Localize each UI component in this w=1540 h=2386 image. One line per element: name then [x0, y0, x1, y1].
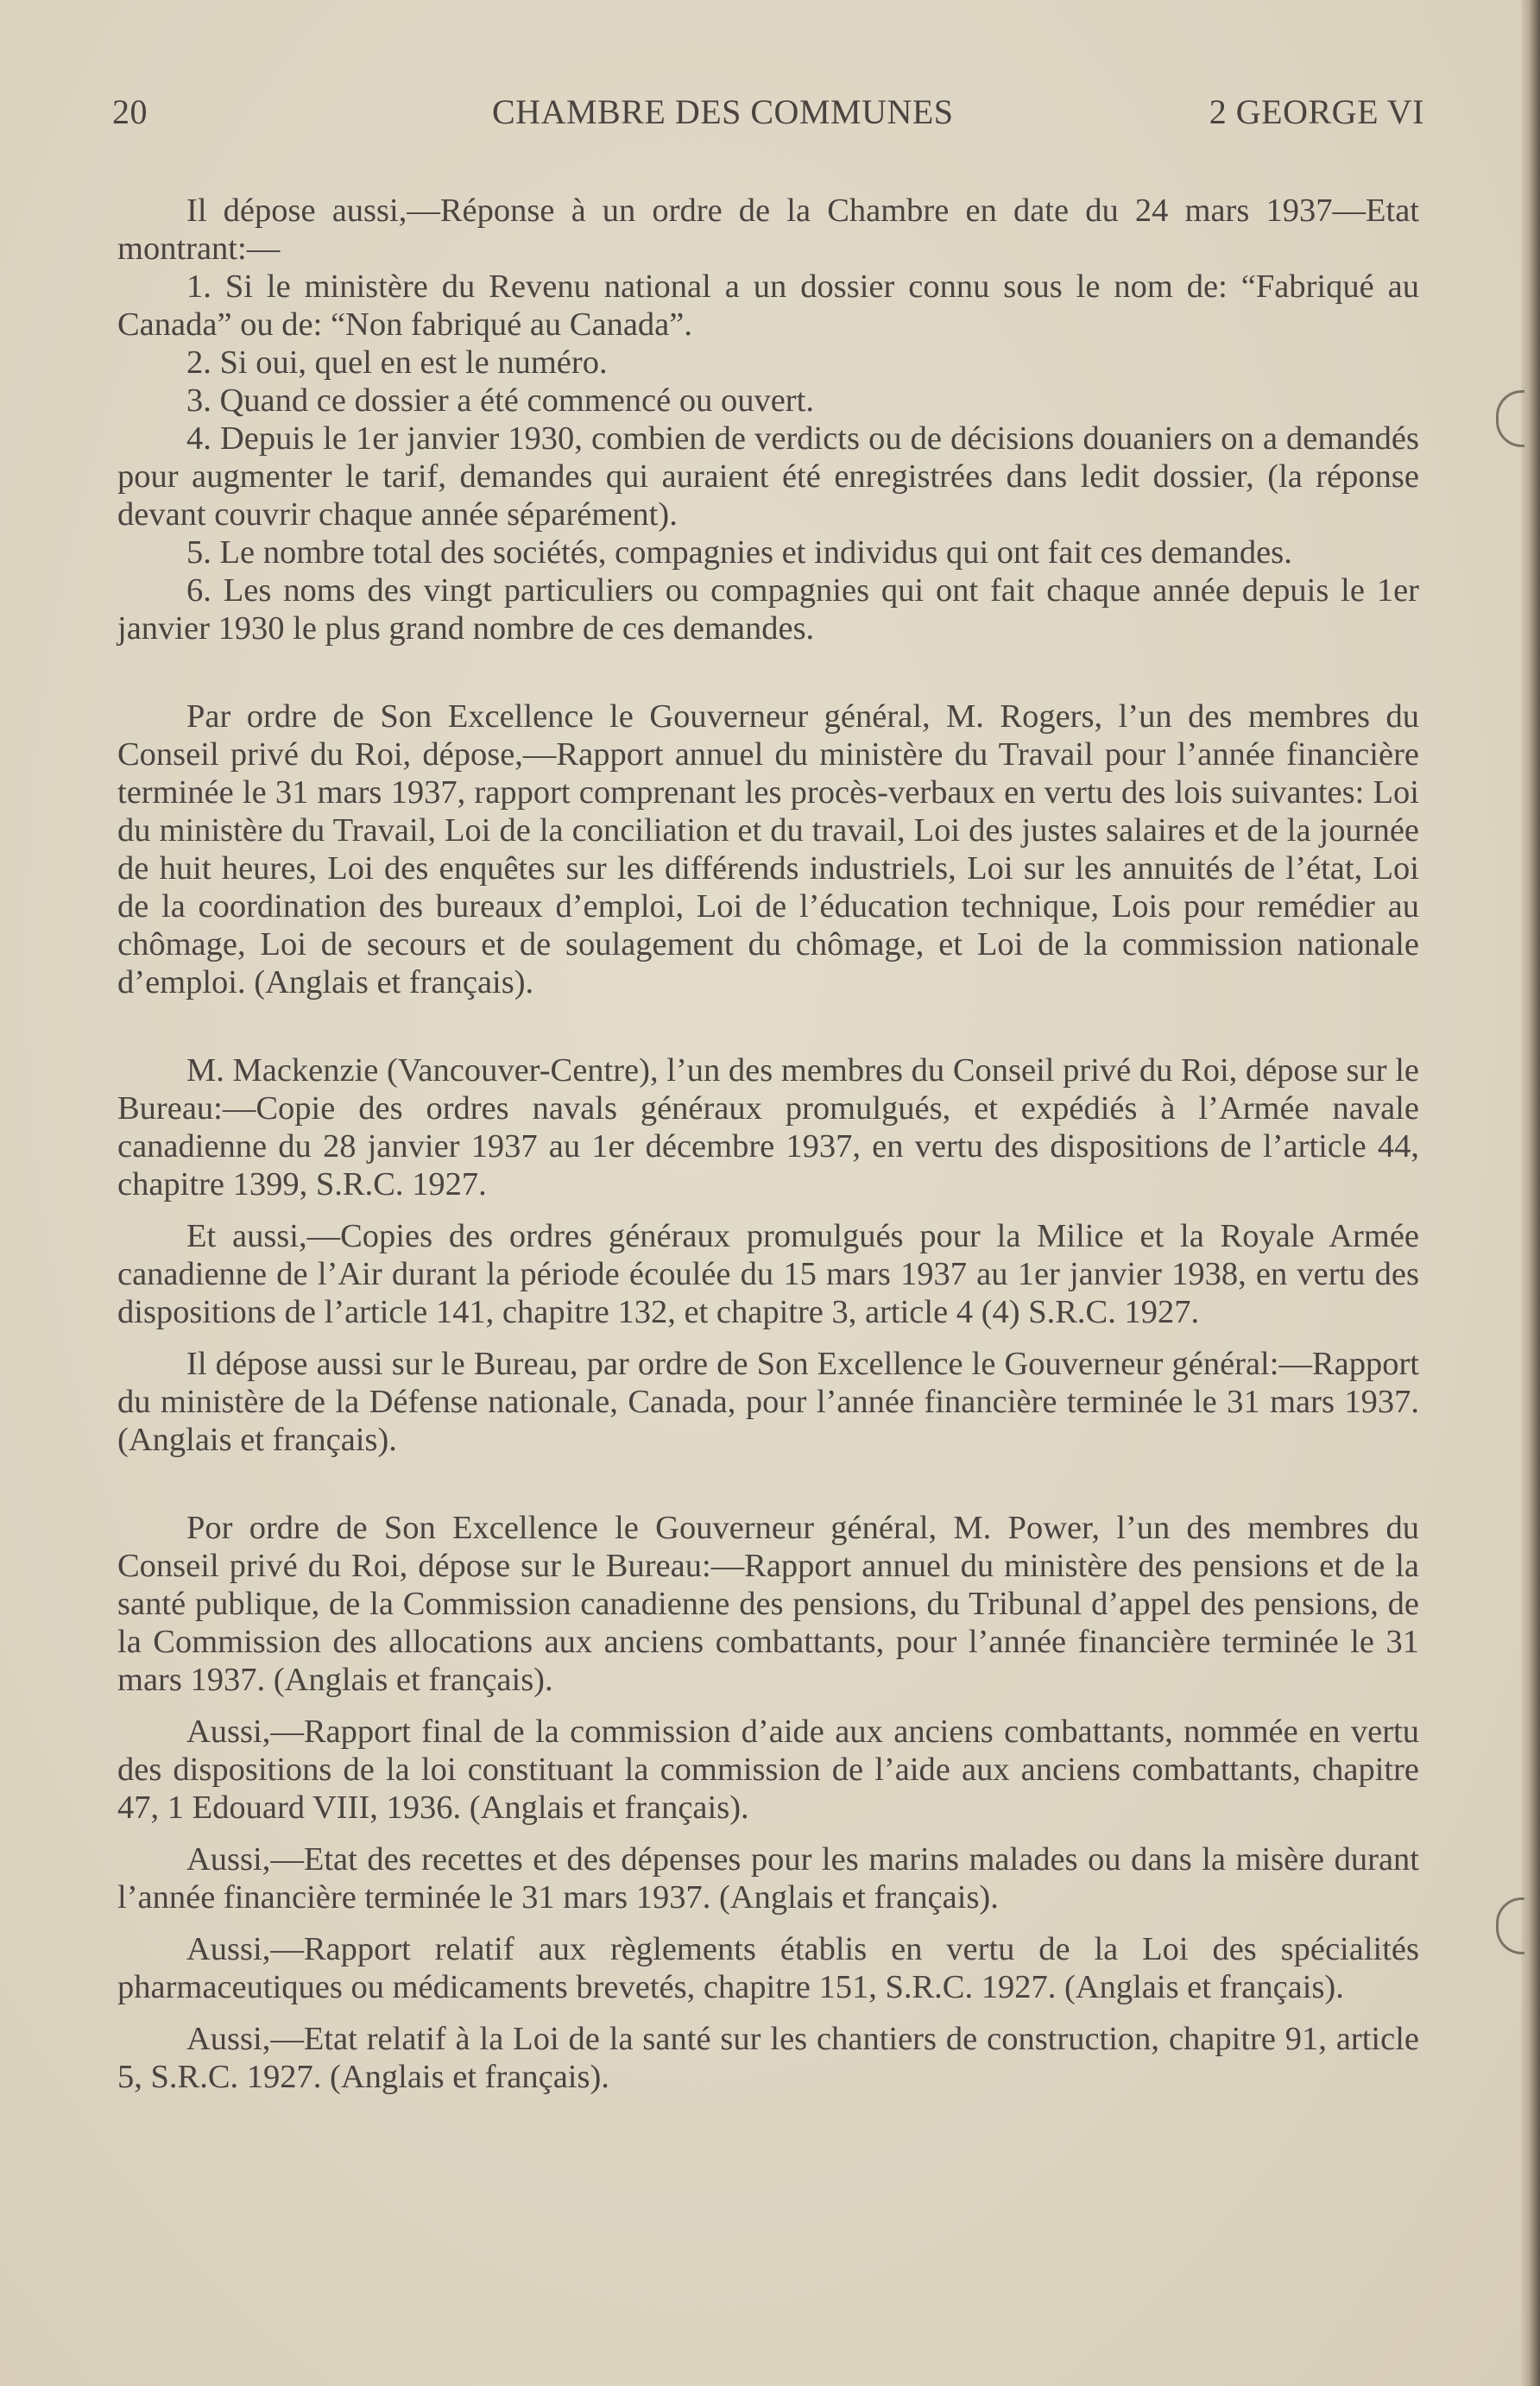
running-title: CHAMBRE DES COMMUNES: [492, 92, 954, 131]
list-item-2: 2. Si oui, quel en est le numéro.: [186, 344, 608, 381]
list-item-6: 6. Les noms des vingt particuliers ou compagnies qui ont fait chaque année depuis le 1er janvier 1930 le plus grand nombre de ces demandes.: [117, 572, 1419, 647]
paragraph-aussi-pharmaceutiques: Aussi,—Rapport relatif aux règlements établis en vertu de la Loi des spécialités pharmaceutiques ou médicaments brevetés, chapitre 151, S.R.C. 1927. (Anglais et français).: [117, 1931, 1419, 2005]
paragraph-et-aussi: Et aussi,—Copies des ordres généraux promulgués pour la Milice et la Royale Armée canadienne de l’Air durant la période écoulée du 15 mars 1937 au 1er janvier 1938, en vertu des dispositions de l’article 141, chapitre 132, et chapitre 3, article 4 (4) S.R.C. 1927.: [117, 1218, 1419, 1330]
list-item-3: 3. Quand ce dossier a été commencé ou ouvert.: [186, 382, 814, 419]
paragraph-power: Por ordre de Son Excellence le Gouverneur général, M. Power, l’un des membres du Conseil privé du Roi, dépose sur le Bureau:—Rapport annuel du ministère des pensions et de la santé publique, de la Commission canadienne des pensions, du Tribunal d’appel des pensions, de la Commission des allocations aux anciens combattants, pour l’année financière terminée le 31 mars 1937. (Anglais et français).: [117, 1510, 1419, 1698]
paragraph-reponse-intro: Il dépose aussi,—Réponse à un ordre de la Chambre en date du 24 mars 1937—Etat montrant:—: [117, 193, 1419, 267]
paragraph-aussi-chantiers: Aussi,—Etat relatif à la Loi de la santé sur les chantiers de construction, chapitre 91, article 5, S.R.C. 1927. (Anglais et français).: [117, 2021, 1419, 2095]
paragraph-defense-nationale: Il dépose aussi sur le Bureau, par ordre de Son Excellence le Gouverneur général:—Rapport du ministère de la Défense nationale, Canada, pour l’année financière terminée le 31 mars 1937. (Anglais et français).: [117, 1346, 1419, 1458]
paragraph-rogers: Par ordre de Son Excellence le Gouverneur général, M. Rogers, l’un des membres du Conseil privé du Roi, dépose,—Rapport annuel du ministère du Travail pour l’année financière terminée le 31 mars 1937, rapport comprenant les procès-verbaux en vertu des lois suivantes: Loi du ministère du Travail, Loi de la conciliation et du travail, Loi des justes salaires et de la journée de huit heures, Loi des enquêtes sur les différends industriels, Loi sur les annuités de l’état, Loi de la coordination des bureaux d’emploi, Loi de l’éducation technique, Lois pour remédier au chômage, Loi de secours et de soulagement du chômage, et Loi de la commission nationale d’emploi. (Anglais et français).: [117, 698, 1419, 1000]
paragraph-aussi-marins: Aussi,—Etat des recettes et des dépenses pour les marins malades ou dans la misère durant l’année financière terminée le 31 mars 1937. (Anglais et français).: [117, 1841, 1419, 1916]
page-header: [112, 92, 1424, 143]
regnal-year: 2 GEORGE VI: [1209, 92, 1424, 131]
list-item-1: 1. Si le ministère du Revenu national a un dossier connu sous le nom de: “Fabriqué au Canada” ou de: “Non fabriqué au Canada”.: [117, 268, 1419, 343]
body-text: [117, 192, 1419, 2096]
paragraph-mackenzie: M. Mackenzie (Vancouver-Centre), l’un des membres du Conseil privé du Roi, dépose sur le Bureau:—Copie des ordres navals généraux promulgués, et expédiés à l’Armée navale canadienne du 28 janvier 1937 au 1er décembre 1937, en vertu des dispositions de l’article 44, chapitre 1399, S.R.C. 1927.: [117, 1052, 1419, 1202]
margin-bracket-mark: [1496, 390, 1524, 447]
page-number: 20: [112, 92, 148, 131]
list-item-4: 4. Depuis le 1er janvier 1930, combien de verdicts ou de décisions douaniers on a demandés pour augmenter le tarif, demandes qui auraient été enregistrées dans ledit dossier, (la réponse devant couvrir chaque année séparément).: [117, 420, 1419, 533]
list-item-5: 5. Le nombre total des sociétés, compagnies et individus qui ont fait ces demandes.: [186, 534, 1292, 571]
margin-bracket-mark: [1496, 1897, 1524, 1954]
paragraph-aussi-anciens-combattants: Aussi,—Rapport final de la commission d’aide aux anciens combattants, nommée en vertu des dispositions de la loi constituant la commission de l’aide aux anciens combattants, chapitre 47, 1 Edouard VIII, 1936. (Anglais et français).: [117, 1714, 1419, 1826]
page-spine-edge: [1521, 0, 1540, 2386]
